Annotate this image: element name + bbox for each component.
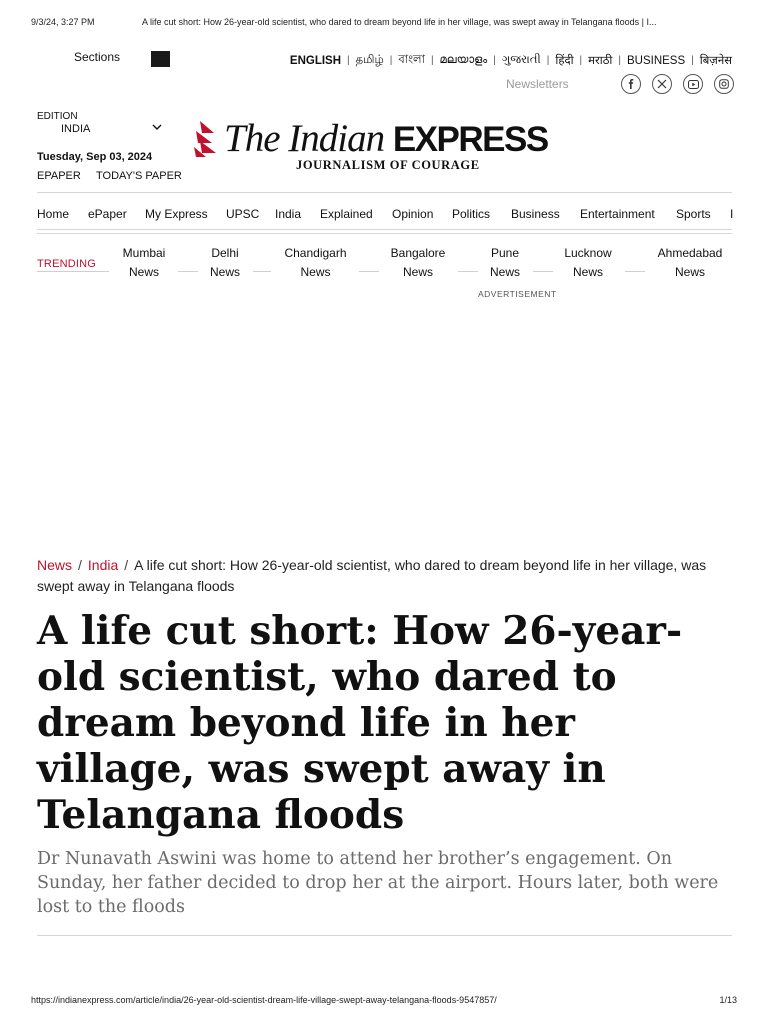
divider	[37, 935, 732, 936]
sections-label: Sections	[74, 50, 121, 64]
lang-marathi[interactable]: मराठी	[588, 55, 613, 67]
trending-label: TRENDING	[37, 258, 97, 270]
breadcrumb-news[interactable]: News	[37, 557, 73, 573]
trending-item-mumbai[interactable]: Mumbai News	[122, 246, 166, 279]
print-header	[31, 17, 737, 29]
trending-underline	[37, 271, 109, 272]
article-headline: A life cut short: How 26-year-old scientist, who dared to dream beyond life in her village, was swept away in Telangana floods	[37, 608, 683, 838]
nav-sports[interactable]: Sports	[676, 207, 711, 221]
lang-hindi[interactable]: हिंदी	[555, 55, 574, 67]
print-title: A life cut short: How 26-year-old scientist, who dared to dream beyond life in her village, was swept away in Telangana floods | I...	[142, 17, 657, 27]
lang-business-hindi[interactable]: बिज़नेस	[699, 55, 732, 67]
nav-upsc[interactable]: UPSC	[226, 207, 260, 221]
lang-english[interactable]: ENGLISH	[289, 54, 342, 67]
nav-my-express[interactable]: My Express	[145, 207, 208, 221]
print-page-number: 1/13	[719, 995, 737, 1005]
social-links	[621, 74, 734, 94]
lang-tamil[interactable]: தமிழ்	[355, 53, 384, 66]
nav-entertainment[interactable]: Entertainment	[580, 207, 655, 221]
nav-opinion[interactable]: Opinion	[392, 207, 434, 221]
nav-explained[interactable]: Explained	[320, 207, 373, 221]
current-date: Tuesday, Sep 03, 2024	[37, 151, 153, 163]
language-bar: ENGLISH | தமிழ் | বাংলা | മലയാളം | ગુજરાતી | हिंदी | मराठी | BUSINESS | बिज़नेस	[290, 51, 732, 70]
nav-business[interactable]: Business	[511, 207, 560, 221]
nav-more-cut[interactable]: I	[730, 207, 734, 221]
nav-epaper[interactable]: ePaper	[88, 207, 127, 221]
instagram-icon[interactable]	[714, 74, 734, 94]
divider	[37, 233, 732, 234]
edition-select[interactable]: INDIA	[61, 123, 91, 135]
x-twitter-icon[interactable]	[652, 74, 672, 94]
edition-label: EDITION	[37, 111, 78, 122]
trending-item-delhi[interactable]: Delhi News	[209, 246, 240, 279]
lang-malayalam[interactable]: മലയാളം	[439, 54, 488, 66]
trending-item-chandigarh[interactable]: Chandigarh News	[284, 246, 347, 279]
epaper-link[interactable]: EPAPER	[37, 170, 81, 182]
youtube-icon[interactable]	[683, 74, 703, 94]
divider	[37, 229, 732, 230]
site-logo[interactable]	[192, 116, 584, 174]
breadcrumb: News / India / A life cut short: How 26-year-old scientist, who dared to dream beyond life in her village, was swept away in Telangana floods	[37, 557, 707, 594]
chevron-down-icon[interactable]	[152, 120, 162, 134]
trending-item-bangalore[interactable]: Bangalore News	[390, 246, 446, 279]
sections-button[interactable]	[74, 50, 120, 64]
lang-business[interactable]: BUSINESS	[626, 54, 686, 67]
trending-item-pune[interactable]: Pune News	[489, 246, 520, 279]
logo-name-part1: The Indian	[224, 117, 393, 160]
menu-square-icon[interactable]	[151, 51, 170, 67]
todays-paper-link[interactable]: TODAY'S PAPER	[96, 170, 182, 182]
nav-india[interactable]: India	[275, 207, 302, 221]
logo-name-part2: EXPRESS	[392, 120, 548, 159]
article-standfirst: Dr Nunavath Aswini was home to attend her brother’s engagement. On Sunday, her father decided to drop her at the airport. Hours later, both were lost to the floods	[37, 849, 719, 917]
logo-flame-icon	[192, 119, 224, 159]
trending-item-lucknow[interactable]: Lucknow News	[564, 246, 612, 279]
advertisement-label: ADVERTISEMENT	[478, 289, 557, 299]
print-url: https://indianexpress.com/article/india/26-year-old-scientist-dream-life-village-swept-away-telangana-floods-9547857/	[31, 995, 497, 1005]
nav-home[interactable]: Home	[37, 207, 70, 221]
logo-wordmark	[224, 116, 548, 161]
trending-item-ahmedabad[interactable]: Ahmedabad News	[657, 246, 723, 279]
logo-tagline: JOURNALISM OF COURAGE	[296, 158, 480, 172]
main-navigation	[37, 207, 735, 225]
nav-politics[interactable]: Politics	[452, 207, 491, 221]
lang-gujarati[interactable]: ગુજરાતી	[501, 54, 541, 66]
breadcrumb-india[interactable]: India	[87, 557, 119, 573]
print-datetime: 9/3/24, 3:27 PM	[31, 17, 95, 27]
breadcrumb-current: A life cut short: How 26-year-old scientist, who dared to dream beyond life in her village, was swept away in Telangana floods	[37, 557, 707, 594]
lang-bangla[interactable]: বাংলা	[398, 54, 425, 66]
facebook-icon[interactable]	[621, 74, 641, 94]
newsletters-link[interactable]: Newsletters	[506, 77, 569, 91]
divider	[37, 192, 732, 193]
